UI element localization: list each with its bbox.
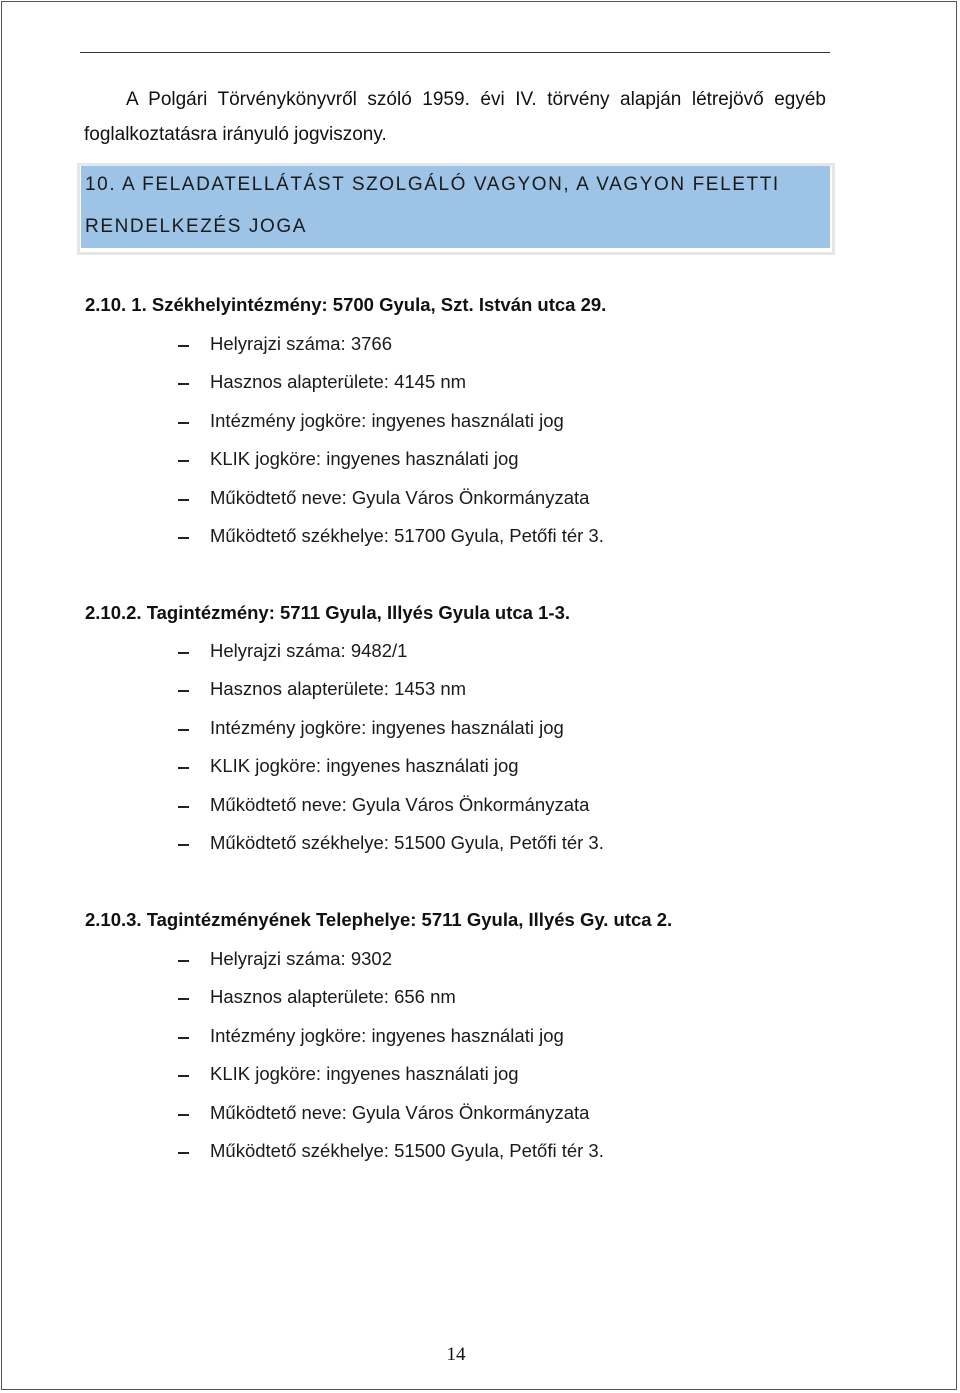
list-item-text: Intézmény jogköre: ingyenes használati jog bbox=[210, 409, 564, 431]
dash-bullet-icon bbox=[178, 652, 189, 654]
dash-bullet-icon bbox=[178, 998, 189, 1000]
list-item-text: Működtető neve: Gyula Város Önkormányzata bbox=[210, 793, 590, 815]
dash-bullet-icon bbox=[178, 537, 189, 539]
dash-bullet-icon bbox=[178, 729, 189, 731]
page-number: 14 bbox=[446, 1344, 466, 1365]
section-heading bbox=[85, 164, 805, 248]
subsection-heading-3: 2.10.3. Tagintézményének Telephelye: 5711 Gyula, Illyés Gy. utca 2. bbox=[85, 909, 673, 930]
dash-bullet-icon bbox=[178, 422, 189, 424]
list-item-text: Intézmény jogköre: ingyenes használati jog bbox=[210, 1024, 564, 1046]
list-item-text: Működtető székhelye: 51700 Gyula, Petőfi tér 3. bbox=[210, 524, 604, 546]
dash-bullet-icon bbox=[178, 844, 189, 846]
dash-bullet-icon bbox=[178, 767, 189, 769]
dash-bullet-icon bbox=[178, 345, 189, 347]
list-item-text: Helyrajzi száma: 3766 bbox=[210, 333, 392, 354]
dash-bullet-icon bbox=[178, 960, 189, 962]
dash-bullet-icon bbox=[178, 460, 189, 462]
dash-bullet-icon bbox=[178, 1037, 189, 1039]
list-item-text: KLIK jogköre: ingyenes használati jog bbox=[210, 755, 519, 777]
intro-line-1: A Polgári Törvénykönyvről szóló 1959. évi IV. törvény alapján létrejövő egyéb bbox=[126, 89, 826, 110]
dash-bullet-icon bbox=[178, 1114, 189, 1116]
dash-bullet-icon bbox=[178, 1152, 189, 1154]
list-item-text: Működtető székhelye: 51500 Gyula, Petőfi tér 3. bbox=[210, 1139, 604, 1161]
subsection-heading-2: 2.10.2. Tagintézmény: 5711 Gyula, Illyés Gyula utca 1-3. bbox=[85, 602, 570, 623]
header-rule bbox=[80, 52, 830, 53]
list-item-text: Működtető neve: Gyula Város Önkormányzata bbox=[210, 486, 590, 508]
dash-bullet-icon bbox=[178, 383, 189, 385]
list-item-text: Működtető neve: Gyula Város Önkormányzata bbox=[210, 1101, 590, 1123]
list-item-text: Hasznos alapterülete: 4145 nm bbox=[210, 371, 467, 393]
intro-line-2: foglalkoztatásra irányuló jogviszony. bbox=[84, 124, 387, 145]
list-item-text: Működtető székhelye: 51500 Gyula, Petőfi tér 3. bbox=[210, 831, 604, 853]
list-item-text: Hasznos alapterülete: 656 nm bbox=[210, 986, 456, 1008]
section-heading-line-1: 10. A FELADATELLÁTÁST SZOLGÁLÓ VAGYON, A VAGYON FELETTI bbox=[85, 174, 780, 195]
list-item-text: KLIK jogköre: ingyenes használati jog bbox=[210, 1063, 519, 1085]
intro-paragraph bbox=[84, 82, 826, 152]
list-item-text: Intézmény jogköre: ingyenes használati jog bbox=[210, 716, 564, 738]
dash-bullet-icon bbox=[178, 499, 189, 501]
list-item-text: Hasznos alapterülete: 1453 nm bbox=[210, 678, 467, 700]
list-item-text: KLIK jogköre: ingyenes használati jog bbox=[210, 448, 519, 470]
list-item-text: Helyrajzi száma: 9482/1 bbox=[210, 640, 408, 661]
section-heading-line-2: RENDELKEZÉS JOGA bbox=[85, 216, 307, 237]
dash-bullet-icon bbox=[178, 690, 189, 692]
dash-bullet-icon bbox=[178, 1075, 189, 1077]
list-item-text: Helyrajzi száma: 9302 bbox=[210, 948, 392, 969]
subsection-heading-1: 2.10. 1. Székhelyintézmény: 5700 Gyula, Szt. István utca 29. bbox=[85, 294, 607, 315]
dash-bullet-icon bbox=[178, 806, 189, 808]
